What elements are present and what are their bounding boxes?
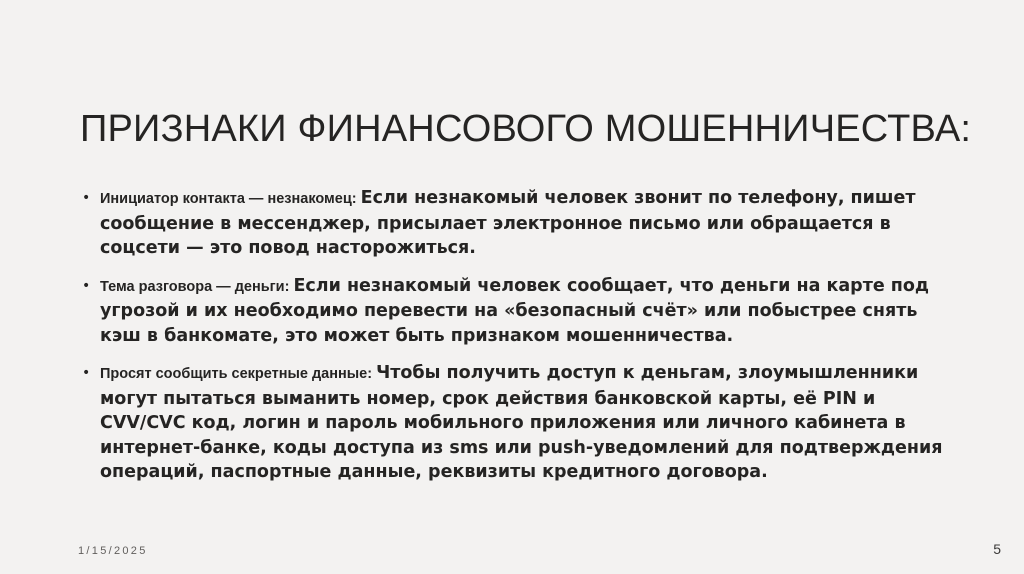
- bullet-lead: Тема разговора — деньги:: [100, 278, 294, 295]
- bullet-lead: Инициатор контакта — незнакомец:: [100, 191, 361, 207]
- bullet-text: Если незнакомый человек сообщает, что деньги на карте под угрозой и их необходимо перевести на «безопасный счёт» или побыстрее снять кэш в банкомате, это может быть признаком мошенничества.: [100, 275, 930, 346]
- bullet-text: Чтобы получить доступ к деньгам, злоумышленники могут пытаться выманить номер, срок действия банковской карты, её PIN и CVV/CVC код, логин и пароль мобильного приложения или личного кабинета в интернет-банке, коды доступа из sms или push-уведомлений для подтверждения операций, паспортные данные, реквизиты кредитного договора.: [100, 363, 943, 482]
- page-number: 5: [993, 541, 1001, 557]
- bullet-dot-icon: •: [82, 277, 91, 294]
- bullet-item: [80, 361, 960, 485]
- bullet-item: [80, 274, 960, 349]
- bullet-list: [80, 186, 960, 498]
- bullet-text: Если незнакомый человек звонит по телефону, пишет сообщение в мессенджер, присылает электронное письмо или обращается в соцсети — это повод насторожиться.: [100, 188, 916, 258]
- bullet-item: [80, 186, 960, 261]
- slide-title: ПРИЗНАКИ ФИНАНСОВОГО МОШЕННИЧЕСТВА:: [80, 108, 972, 150]
- bullet-dot-icon: •: [82, 190, 91, 206]
- bullet-dot-icon: •: [82, 365, 91, 381]
- slide-date: 1/15/2025: [78, 545, 148, 557]
- bullet-lead: Просят сообщить секретные данные:: [100, 366, 377, 382]
